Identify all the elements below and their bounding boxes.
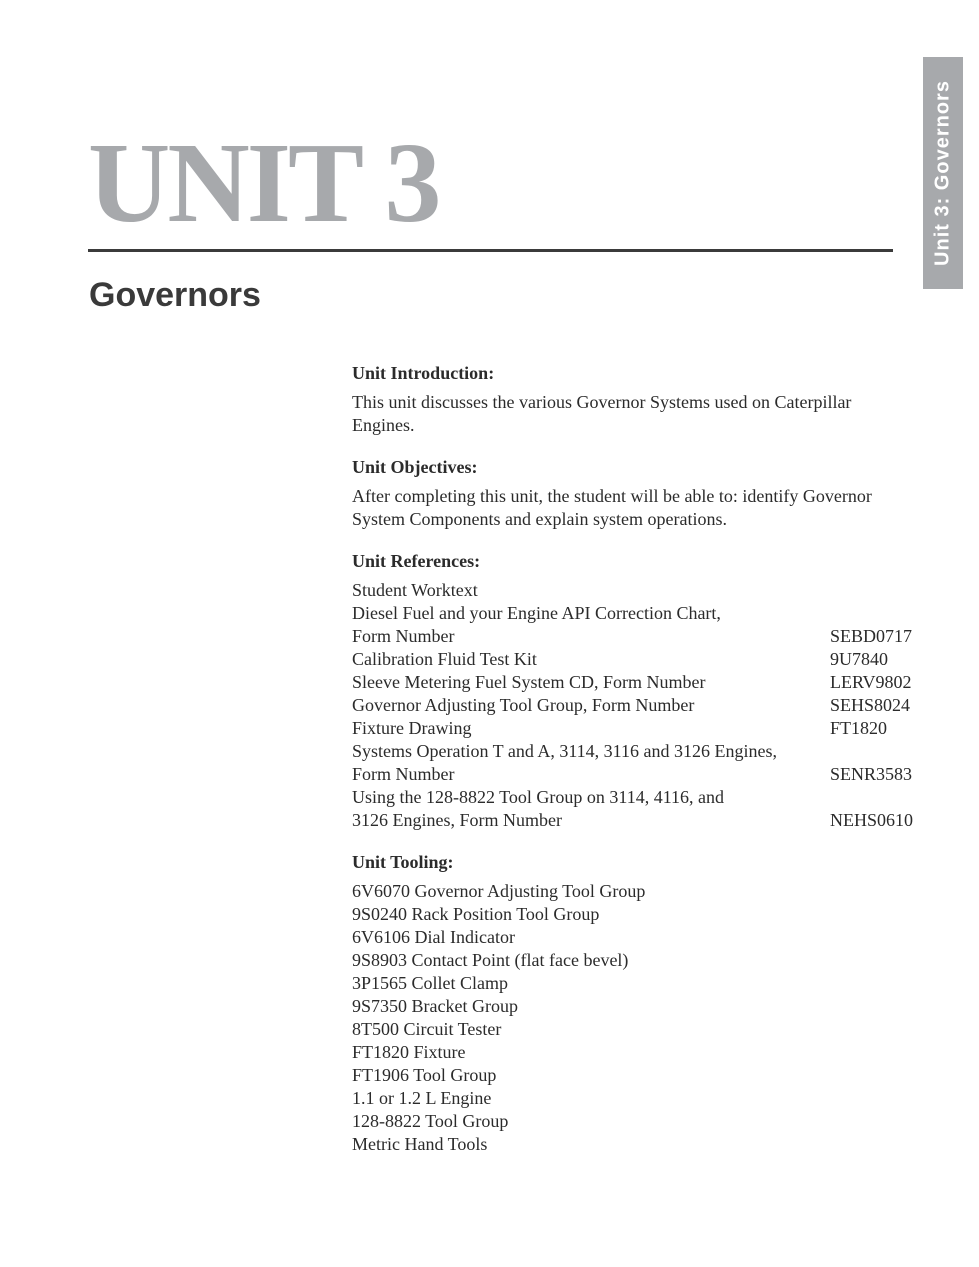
reference-code: SENR3583 <box>830 764 913 784</box>
tooling-list <box>352 880 918 1156</box>
reference-title: Diesel Fuel and your Engine API Correction Chart, <box>352 603 721 623</box>
tooling-item: 9S0240 Rack Position Tool Group <box>352 904 600 924</box>
objectives-text: After completing this unit, the student will be able to: identify Governor System Components and explain system operations. <box>352 486 872 529</box>
side-tab <box>923 57 963 289</box>
reference-row <box>352 786 918 809</box>
tooling-item: 6V6070 Governor Adjusting Tool Group <box>352 881 646 901</box>
reference-title: Student Worktext <box>352 580 478 600</box>
introduction-heading: Unit Introduction: <box>352 363 495 383</box>
reference-row <box>352 579 918 602</box>
tooling-item: 9S8903 Contact Point (flat face bevel) <box>352 950 629 970</box>
references-list <box>352 579 918 832</box>
reference-code: NEHS0610 <box>830 810 914 830</box>
reference-code <box>830 602 918 625</box>
unit-content <box>352 362 918 1175</box>
reference-row <box>352 809 918 832</box>
introduction-section <box>352 362 918 437</box>
reference-title: Form Number <box>352 764 455 784</box>
title-divider <box>88 249 893 252</box>
reference-row <box>352 717 918 740</box>
reference-title: Systems Operation T and A, 3114, 3116 and 3126 Engines, <box>352 741 777 761</box>
reference-code <box>830 579 918 602</box>
reference-row <box>352 740 918 763</box>
tooling-item: 128-8822 Tool Group <box>352 1111 509 1131</box>
objectives-heading: Unit Objectives: <box>352 457 478 477</box>
tooling-item: FT1906 Tool Group <box>352 1065 497 1085</box>
reference-code: SEHS8024 <box>830 695 911 715</box>
tooling-item: Metric Hand Tools <box>352 1134 488 1154</box>
reference-title: 3126 Engines, Form Number <box>352 810 562 830</box>
reference-title: Using the 128-8822 Tool Group on 3114, 4116, and <box>352 787 725 807</box>
reference-row <box>352 602 918 625</box>
reference-title: Governor Adjusting Tool Group, Form Number <box>352 695 695 715</box>
reference-code: 9U7840 <box>830 649 888 669</box>
tooling-item: FT1820 Fixture <box>352 1042 466 1062</box>
side-tab-label: Unit 3: Governors <box>931 80 954 266</box>
reference-row <box>352 671 918 694</box>
reference-code: LERV9802 <box>830 672 912 692</box>
reference-title: Form Number <box>352 626 455 646</box>
objectives-section <box>352 456 918 531</box>
reference-row <box>352 694 918 717</box>
reference-code <box>830 740 918 763</box>
tooling-item: 3P1565 Collet Clamp <box>352 973 509 993</box>
tooling-section <box>352 851 918 1156</box>
reference-title: Calibration Fluid Test Kit <box>352 649 537 669</box>
tooling-heading: Unit Tooling: <box>352 852 454 872</box>
reference-code: SEBD0717 <box>830 626 913 646</box>
reference-title: Sleeve Metering Fuel System CD, Form Number <box>352 672 706 692</box>
reference-code <box>830 786 918 809</box>
unit-number-heading: UNIT 3 <box>88 119 439 246</box>
tooling-item: 6V6106 Dial Indicator <box>352 927 515 947</box>
reference-row <box>352 763 918 786</box>
tooling-item: 1.1 or 1.2 L Engine <box>352 1088 492 1108</box>
references-section <box>352 550 918 832</box>
reference-title: Fixture Drawing <box>352 718 472 738</box>
tooling-item: 9S7350 Bracket Group <box>352 996 518 1016</box>
references-heading: Unit References: <box>352 551 481 571</box>
unit-title: Governors <box>89 276 261 314</box>
introduction-text: This unit discusses the various Governor Systems used on Caterpillar Engines. <box>352 392 852 435</box>
reference-row <box>352 648 918 671</box>
tooling-item: 8T500 Circuit Tester <box>352 1019 502 1039</box>
reference-row <box>352 625 918 648</box>
reference-code: FT1820 <box>830 718 888 738</box>
